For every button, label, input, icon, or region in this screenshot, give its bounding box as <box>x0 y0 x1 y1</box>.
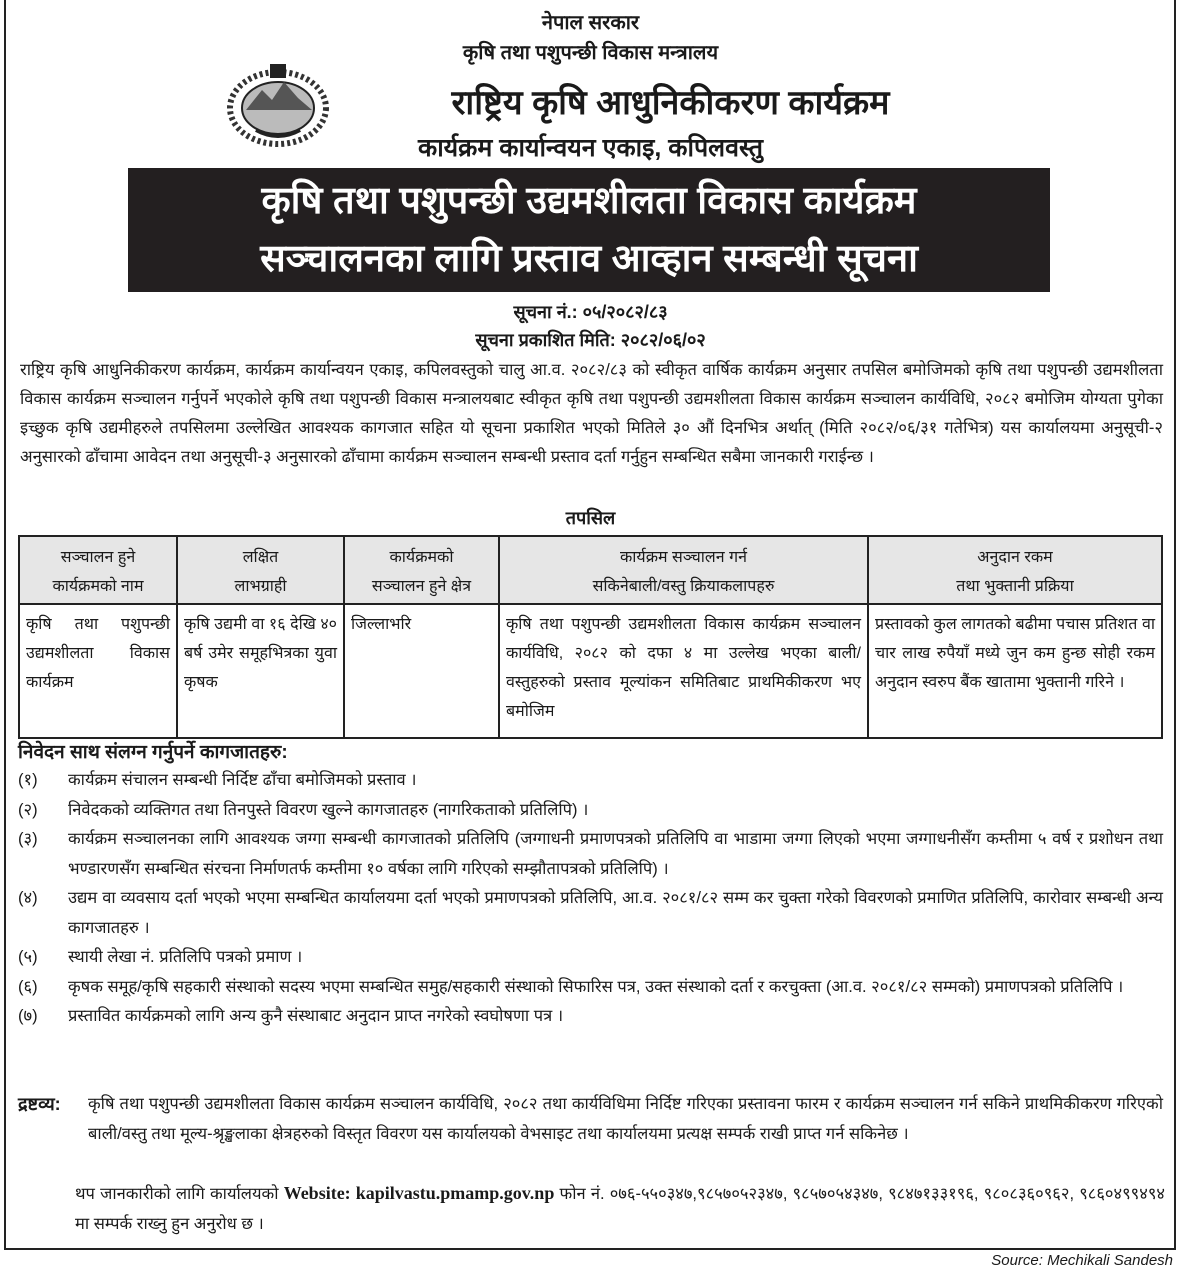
contact-prefix: थप जानकारीको लागि कार्यालयको <box>75 1185 279 1203</box>
list-item-number: (४) <box>18 889 38 907</box>
list-item <box>18 766 1163 796</box>
note-text: कृषि तथा पशुपन्छी उद्यमशीलता विकास कार्यक्रम सञ्चालन कार्यविधि, २०८२ तथा कार्यविधिमा निर्दिष्ट गरिएका प्रस्तावना फारम र कार्यक्रम सञ्चालन गर्न सकिने प्राथमिकीकरण गरिएको बाली/वस्तु तथा मूल्य-श्रृङ्खलाका क्षेत्रहरुको विस्तृत विवरण यस कार्यालयको वेभसाइट तथा कार्यालयमा प्रत्यक्ष सम्पर्क राखी प्राप्त गर्न सकिनेछ । <box>88 1095 1163 1143</box>
website-link[interactable]: Website: kapilvastu.pmamp.gov.np <box>283 1183 555 1203</box>
notice-number: सूचना नं.: ०५/२०८२/८३ <box>513 302 668 322</box>
notice-banner <box>128 168 1050 292</box>
list-item <box>18 973 1163 1003</box>
list-item-text: प्रस्तावित कार्यक्रमको लागि अन्य कुनै संस्थाबाट अनुदान प्राप्त नगरेको स्वघोषणा पत्र । <box>68 1007 564 1025</box>
table-header-cell: कार्यक्रमको सञ्चालन हुने क्षेत्र <box>344 536 499 604</box>
table-header-cell: अनुदान रकम तथा भुक्तानी प्रक्रिया <box>868 536 1162 604</box>
list-item-number: (१) <box>18 771 38 789</box>
table-header-row <box>19 536 1162 604</box>
list-item-number: (२) <box>18 800 38 819</box>
note-section <box>18 1090 1163 1149</box>
list-item <box>18 943 1163 973</box>
contact-info <box>75 1178 1165 1239</box>
unit-title: कार्यक्रम कार्यान्वयन एकाइ, कपिलवस्तु <box>418 134 763 162</box>
intro-paragraph: राष्ट्रिय कृषि आधुनिकीकरण कार्यक्रम, कार्यक्रम कार्यान्वयन एकाइ, कपिलवस्तुको चालु आ.व. २०८२/८३ को स्वीकृत वार्षिक कार्यक्रम अनुसार तपसिल बमोजिमको कृषि तथा पशुपन्छी उद्यमशीलता विकास कार्यक्रम सञ्चालन गर्नुपर्ने भएकोले कृषि तथा पशुपन्छी विकास मन्त्रालयबाट स्वीकृत कृषि तथा पशुपन्छी उद्यमशीलता विकास कार्यक्रम सञ्चालन कार्यविधि, २०८२ बमोजिम योग्यता पुगेका इच्छुक कृषि उद्यमीहरुले तपसिलमा उल्लेखित आवश्यक कागजात सहित यो सूचना प्रकाशित भएको मितिले ३० औं दिनभित्र अर्थात् (मिति २०८२/०६/३१ गतेभित्र) यस कार्यालयमा अनुसूची-२ अनुसारको ढाँचामा आवेदन तथा अनुसूची-३ अनुसारको ढाँचामा कार्यक्रम सञ्चालन सम्बन्धी प्रस्ताव दर्ता गर्नुहुन सम्बन्धित सबैमा जानकारी गराईन्छ । <box>20 361 1163 466</box>
table-cell: कृषि उद्यमी वा १६ देखि ४० बर्ष उमेर समूहभित्रका युवा कृषक <box>177 604 344 738</box>
banner-line-1: कृषि तथा पशुपन्छी उद्यमशीलता विकास कार्यक्रम <box>261 180 917 222</box>
list-item-text: कार्यक्रम सञ्चालनका लागि आवश्यक जग्गा सम्बन्धी कागजातको प्रतिलिपि (जग्गाधनी प्रमाणपत्रको प्रतिलिपि वा भाडामा जग्गा लिएको भएमा जग्गाधनीसँग कम्तीमा ५ वर्ष र प्रशोधन तथा भण्डारणसँग सम्बन्धित संरचना निर्माणतर्फ कम्तीमा १० वर्षका लागि गरिएको सम्झौतापत्रको प्रतिलिपि) । <box>68 830 1163 878</box>
table-row <box>19 604 1162 738</box>
table-header-cell: सञ्चालन हुने कार्यक्रमको नाम <box>19 536 177 604</box>
list-item-text: स्थायी लेखा नं. प्रतिलिपि पत्रको प्रमाण । <box>68 948 303 966</box>
list-item-text: कार्यक्रम संचालन सम्बन्धी निर्दिष्ट ढाँचा बमोजिमको प्रस्ताव । <box>68 771 417 789</box>
list-item-number: (३) <box>18 830 38 848</box>
list-item <box>18 884 1163 943</box>
table-cell: जिल्लाभरि <box>344 604 499 738</box>
list-item-text: निवेदकको व्यक्तिगत तथा तिनपुस्ते विवरण खुल्ने कागजातहरु (नागरिकताको प्रतिलिपि) । <box>68 800 589 819</box>
table-cell: कृषि तथा पशुपन्छी उद्यमशीलता विकास कार्यक्रम सञ्चालन कार्यविधि, २०८२ को दफा ४ मा उल्लेख भएका बाली/वस्तुहरुको प्रस्ताव मूल्यांकन समितिबाट प्राथमिकीकरण भए बमोजिम <box>499 604 868 738</box>
list-item-number: (७) <box>18 1007 38 1025</box>
banner-line-2: सञ्चालनका लागि प्रस्ताव आव्हान सम्बन्धी सूचना <box>260 238 918 280</box>
list-item <box>18 825 1163 884</box>
table-cell: कृषि तथा पशुपन्छी उद्यमशीलता विकास कार्यक्रम <box>19 604 177 738</box>
government-label: नेपाल सरकार <box>541 12 640 34</box>
notice-published-date: सूचना प्रकाशित मिति: २०८२/०६/०२ <box>475 330 706 350</box>
documents-list <box>18 766 1163 1032</box>
documents-title: निवेदन साथ संलग्न गर्नुपर्ने कागजातहरु: <box>18 742 288 763</box>
table-header-cell: लक्षित लाभग्राही <box>177 536 344 604</box>
details-table <box>18 535 1163 739</box>
table-title: तपसिल <box>565 508 616 528</box>
list-item-text: कृषक समूह/कृषि सहकारी संस्थाको सदस्य भएमा सम्बन्धित समुह/सहकारी संस्थाको सिफारिस पत्र, उक्त संस्थाको दर्ता र करचुक्ता (आ.व. २०८१/८२ सम्मको) प्रमाणपत्रको प्रतिलिपि । <box>68 977 1124 996</box>
list-item <box>18 1002 1163 1032</box>
table-header-cell: कार्यक्रम सञ्चालन गर्न सकिनेबाली/वस्तु क्रियाकलापहरु <box>499 536 868 604</box>
program-title: राष्ट्रिय कृषि आधुनिकीकरण कार्यक्रम <box>451 84 890 122</box>
table-cell: प्रस्तावको कुल लागतको बढीमा पचास प्रतिशत वा चार लाख रुपैयाँ मध्ये जुन कम हुन्छ सोही रकम अनुदान स्वरुप बैंक खातामा भुक्तानी गरिने । <box>868 604 1162 738</box>
source-credit: Source: Mechikali Sandesh <box>991 1252 1173 1269</box>
list-item-number: (६) <box>18 977 38 996</box>
list-item <box>18 796 1163 826</box>
list-item-number: (५) <box>18 948 38 966</box>
list-item-text: उद्यम वा व्यवसाय दर्ता भएको भएमा सम्बन्धित कार्यालयमा दर्ता भएको प्रमाणपत्रको प्रतिलिपि, आ.व. २०८१/८२ सम्म कर चुक्ता गरेको विवरणको प्रमाणित प्रतिलिपि, कारोवार सम्बन्धी अन्य कागजातहरु । <box>68 889 1163 937</box>
note-label: द्रष्टव्य: <box>18 1094 61 1114</box>
ministry-label: कृषि तथा पशुपन्छी विकास मन्त्रालय <box>462 42 719 64</box>
contact-phones: फोन नं. ०७६-५५०३४७,९८५७०५२३४७, ९८५७०५४३४७, ९८४७१३३१९६, ९८०८३६०९६२, ९८६०४९९४९४ मा सम्पर्क राख्नु हुन अनुरोध छ । <box>75 1185 1165 1233</box>
